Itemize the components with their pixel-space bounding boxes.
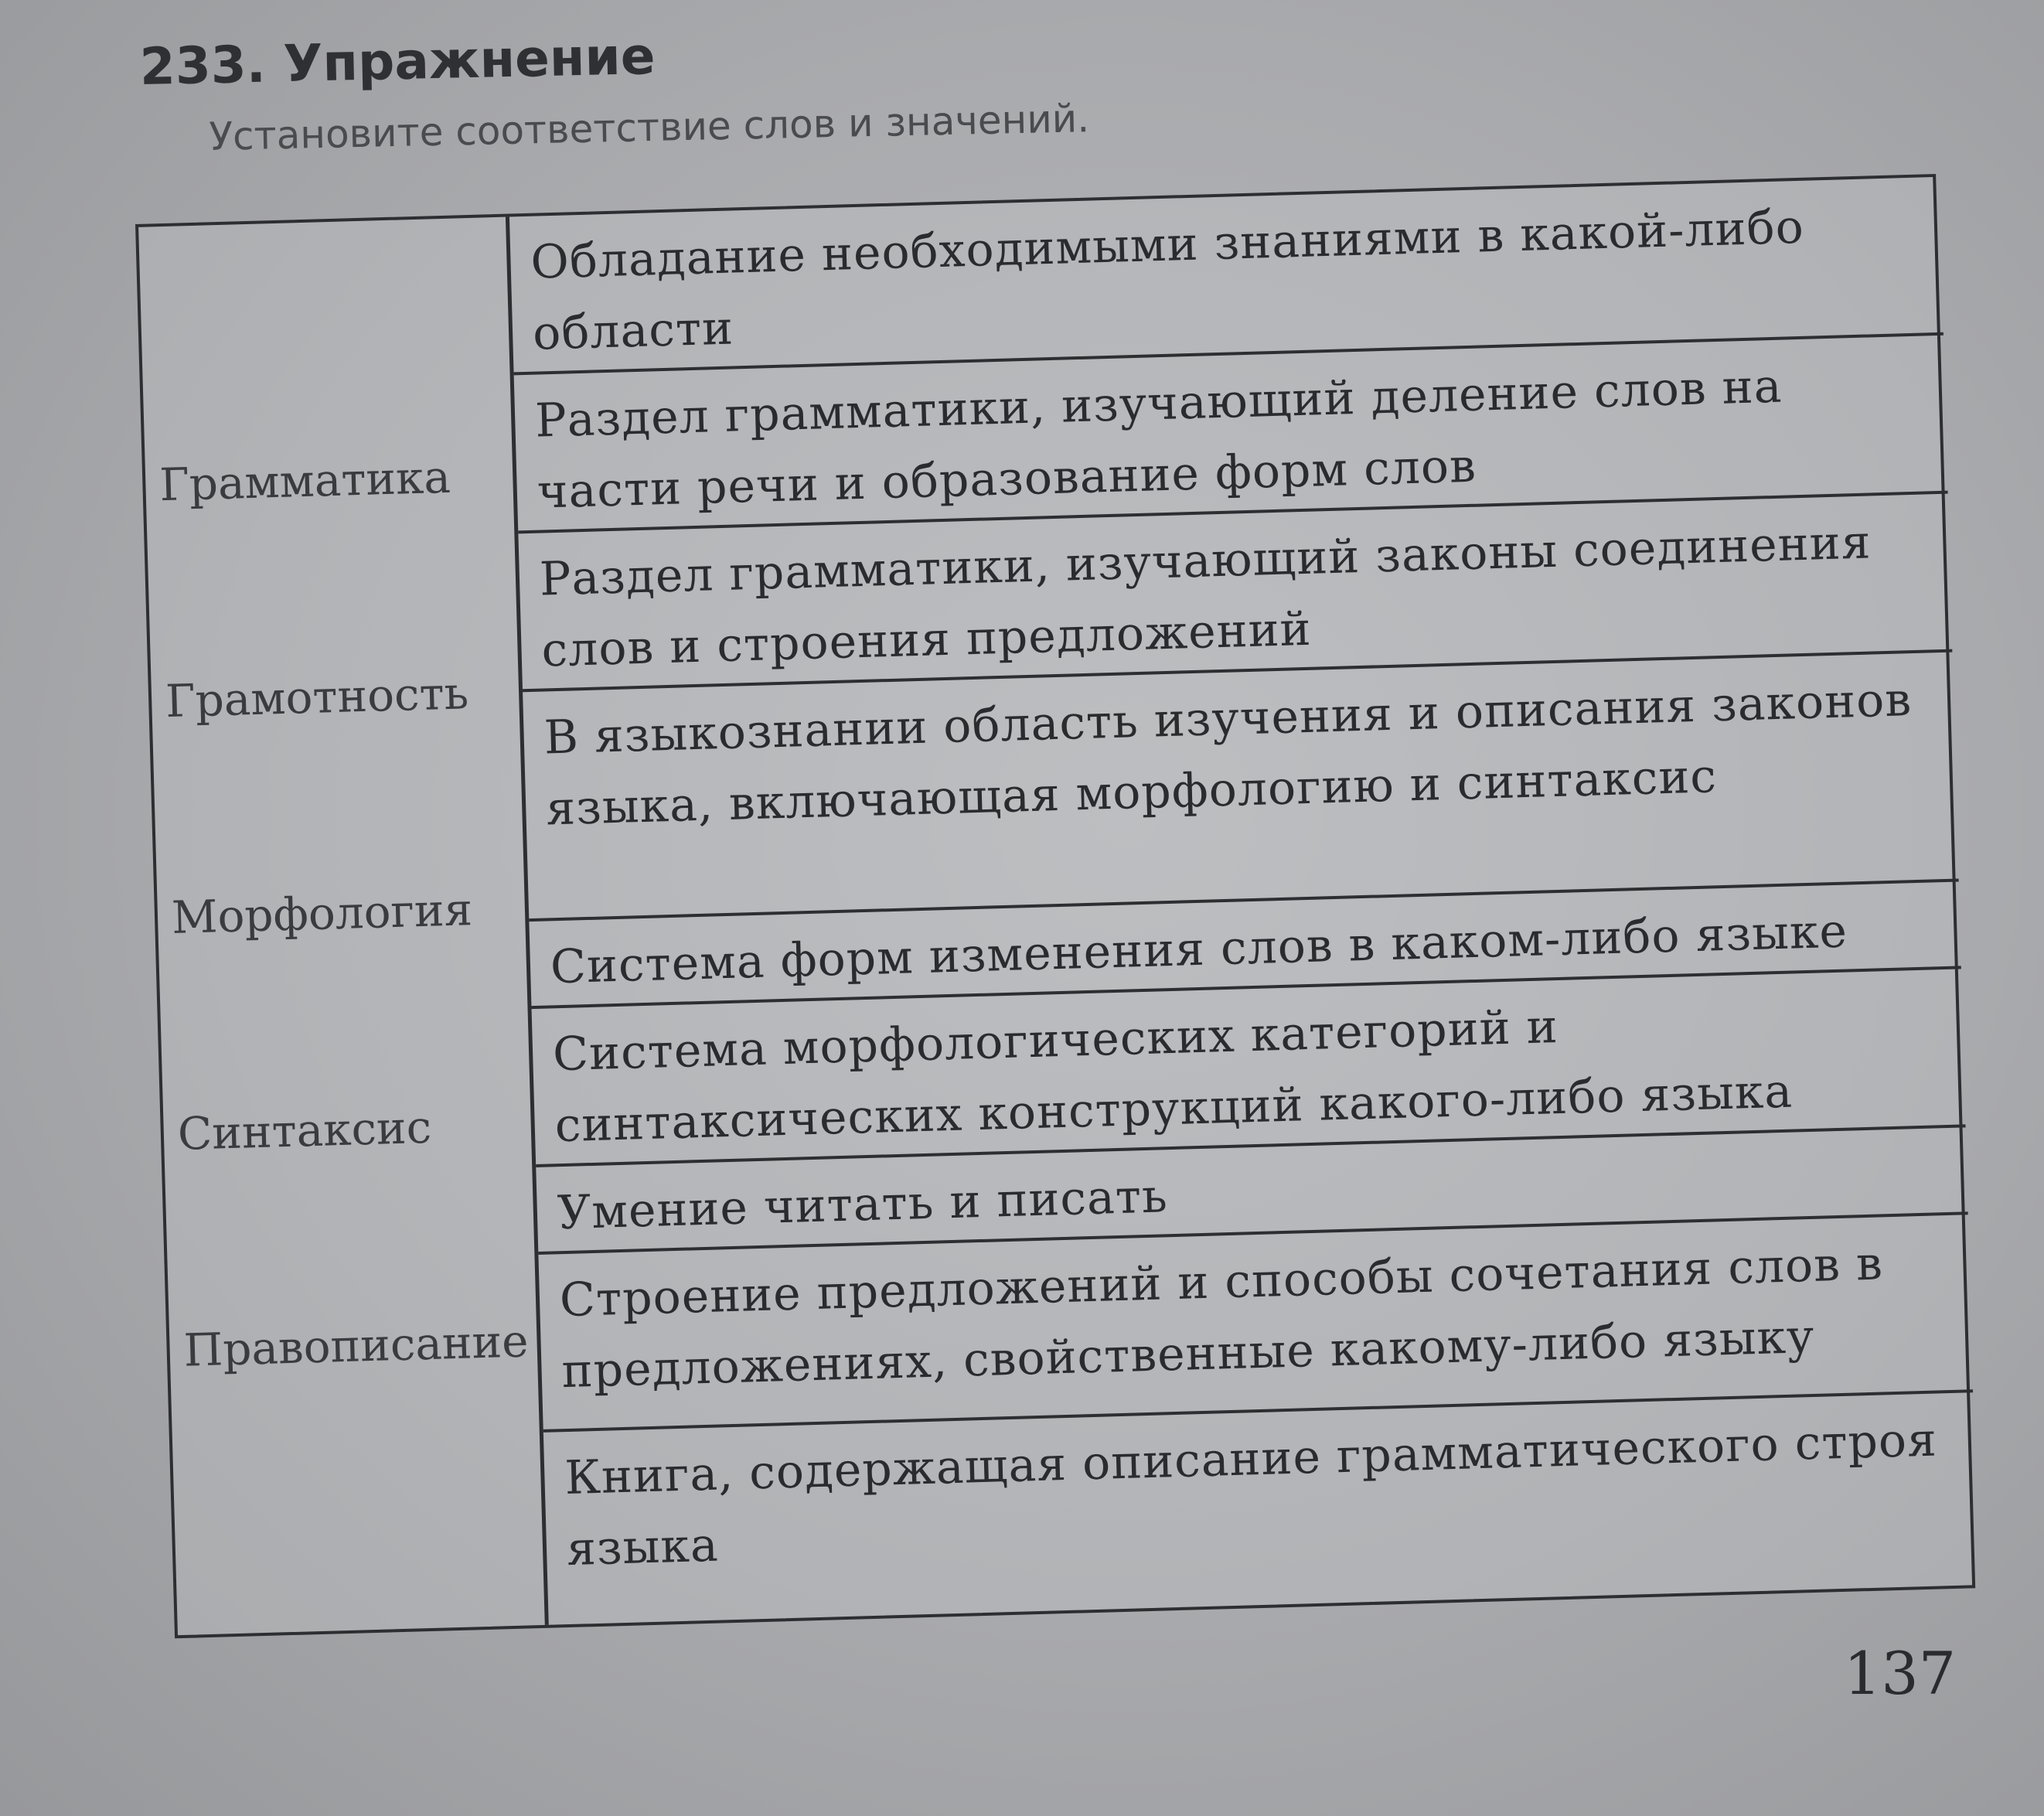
word-item: Грамотность — [165, 666, 469, 728]
meaning-cell: Книга, содержащая описание грамматического строя языка — [564, 1412, 1938, 1577]
matching-table — [135, 174, 1975, 1638]
meaning-cell: Умение читать и писать — [536, 1127, 1967, 1255]
meaning-cell: Раздел грамматики, изучающий законы соединения слов и строения предложений — [518, 494, 1952, 693]
meaning-cell: Раздел грамматики, изучающий деление слов на части речи и образование форм слов — [514, 336, 1948, 534]
meaning-cell: Строение предложений и способы сочетания слов в предложениях, свойственные какому-либо языку — [538, 1215, 1973, 1433]
word-item: Синтаксис — [176, 1100, 432, 1160]
meaning-cell: В языкознании область изучения и описания законов языка, включающая морфологию и синтаксис — [523, 652, 1959, 922]
exercise-instruction: Установите соответствие слов и значений. — [209, 96, 1090, 159]
page-number: 137 — [1844, 1639, 1957, 1708]
word-item: Морфология — [171, 883, 474, 945]
meanings-column — [509, 177, 1978, 1625]
meaning-cell: Система морфологических категорий и синтаксических конструкций какого-либо языка — [532, 969, 1966, 1167]
word-item: Правописание — [182, 1314, 530, 1377]
matching-table-wrapper — [135, 174, 1975, 1638]
meaning-cell: Обладание необходимыми знаниями в какой-либо области — [509, 177, 1944, 376]
meaning-cell: Система форм изменения слов в каком-либо языке — [529, 881, 1961, 1009]
exercise-title: 233. Упражнение — [139, 26, 656, 97]
words-column — [138, 216, 549, 1635]
word-item: Грамматика — [158, 450, 451, 512]
